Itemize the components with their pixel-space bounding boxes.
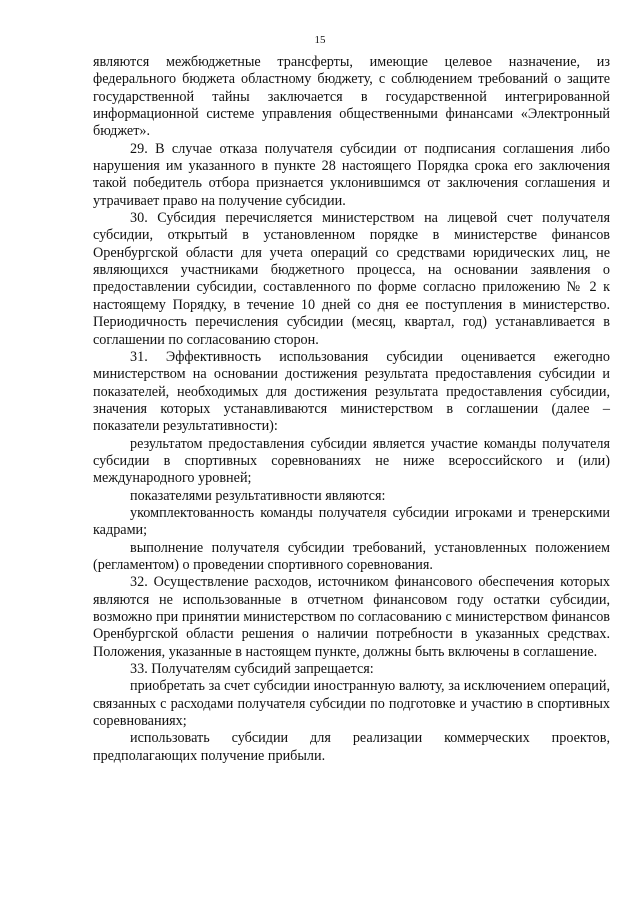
paragraph-30: 30. Субсидия перечисляется министерством на лицевой счет получателя субсидии, открытый в установленном порядке в министерстве финансов Оренбургской области для учета операций со средствами юридических лиц, не являющихся участниками бюджетного процесса, на основании заявления о предоставлении субсидии, составленного по форме согласно приложению № 2 к настоящему Порядку, в течение 10 дней со дня ее поступления в министерство. Периодичность перечисления субсидии (месяц, квартал, год) устанавливается в соглашении по согласованию сторон.	[93, 210, 610, 348]
paragraph-31: 31. Эффективность использования субсидии оценивается ежегодно министерством на основании достижения результата предоставления субсидии и показателей, необходимых для достижения результата предоставления субсидии, значения которых устанавливаются министерством в соглашении (далее – показатели результативности):	[93, 348, 610, 435]
paragraph-29: 29. В случае отказа получателя субсидии от подписания соглашения либо нарушения им указанного в пункте 28 настоящего Порядка срока его заключения такой победитель отбора признается уклонившимся от заключения соглашения и утрачивает право на получение субсидии.	[93, 140, 610, 209]
paragraph-33-currency: приобретать за счет субсидии иностранную валюту, за исключением операций, связанных с расходами получателя субсидии по подготовке и участию в спортивных соревнованиях;	[93, 678, 610, 730]
paragraph-31-indicator-staffing: укомплектованность команды получателя субсидии игроками и тренерскими кадрами;	[93, 504, 610, 539]
paragraph-32: 32. Осуществление расходов, источником финансового обеспечения которых являются не использованные в отчетном финансовом году остатки субсидии, возможно при принятии министерством по согласованию с министерством финансов Оренбургской области решения о наличии потребности в указанных средствах. Положения, указанные в настоящем пункте, должны быть включены в соглашение.	[93, 574, 610, 660]
document-body	[93, 54, 610, 765]
paragraph-33-commercial: использовать субсидии для реализации коммерческих проектов, предполагающих получение прибыли.	[93, 730, 610, 764]
paragraph-31-result: результатом предоставления субсидии является участие команды получателя субсидии в спортивных соревнованиях не ниже всероссийского и (или) международного уровней;	[93, 435, 610, 487]
paragraph-31-indicator-compliance: выполнение получателя субсидии требований, установленных положением (регламентом) о проведении спортивного соревнования.	[93, 539, 610, 573]
paragraph-33: 33. Получателям субсидий запрещается:	[130, 661, 374, 678]
paragraph-31-indicators-heading: показателями результативности являются:	[130, 487, 386, 504]
page-number: 15	[314, 34, 326, 46]
paragraph-continuation: являются межбюджетные трансферты, имеющие целевое назначение, из федерального бюджета областному бюджету, с соблюдением требований о защите государственной тайны заключается в государственной интегрированной информационной системе управления общественными финансами «Электронный бюджет».	[93, 54, 610, 140]
